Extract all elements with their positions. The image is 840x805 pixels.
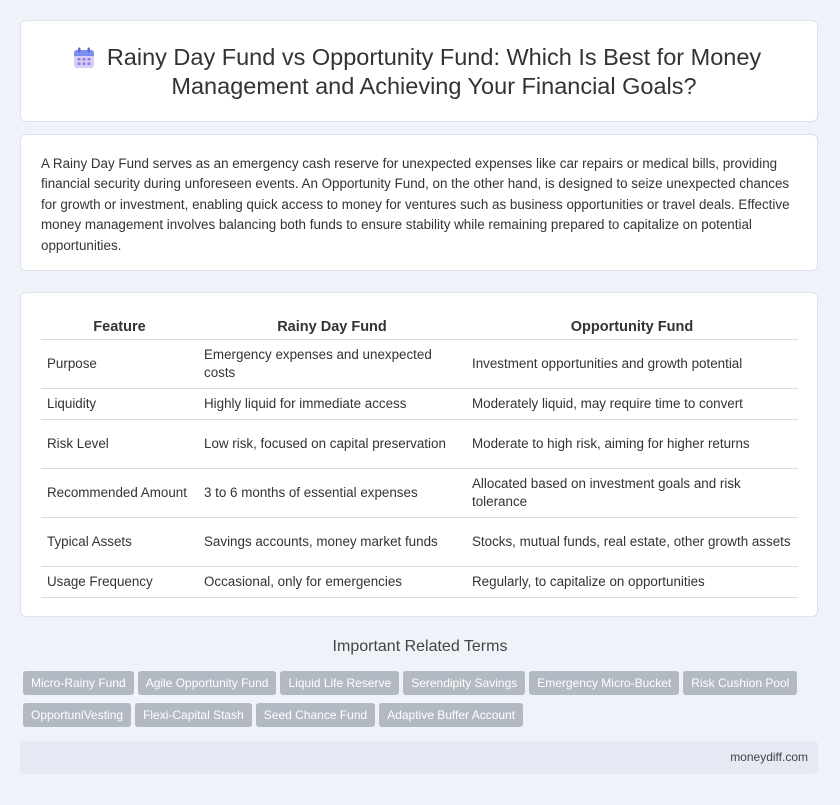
related-term-tag[interactable]: Serendipity Savings <box>403 671 525 695</box>
related-terms-list <box>23 671 823 735</box>
related-term-tag[interactable]: Flexi-Capital Stash <box>135 703 252 727</box>
related-term-tag[interactable]: Agile Opportunity Fund <box>138 671 277 695</box>
related-term-tag[interactable]: Liquid Life Reserve <box>280 671 399 695</box>
header-opportunity-fund: Opportunity Fund <box>466 315 798 340</box>
related-term-tag[interactable]: Seed Chance Fund <box>256 703 375 727</box>
title-card <box>20 20 818 122</box>
row-opportunity: Allocated based on investment goals and risk tolerance <box>466 469 798 518</box>
row-opportunity: Moderately liquid, may require time to convert <box>466 389 798 420</box>
comparison-table <box>41 315 798 598</box>
table-row <box>41 420 798 469</box>
table-row <box>41 469 798 518</box>
related-term-tag[interactable]: Risk Cushion Pool <box>683 671 797 695</box>
table-row <box>41 389 798 420</box>
header-rainy-day-fund: Rainy Day Fund <box>198 315 466 340</box>
table-row <box>41 567 798 598</box>
header-feature: Feature <box>41 315 198 340</box>
row-rainy: 3 to 6 months of essential expenses <box>198 469 466 518</box>
row-feature: Usage Frequency <box>41 567 198 598</box>
comparison-card <box>20 292 818 617</box>
page-title: Rainy Day Fund vs Opportunity Fund: Which Is Best for Money Management and Achieving Your Financial Goals? <box>106 44 762 99</box>
row-opportunity: Moderate to high risk, aiming for higher returns <box>466 420 798 469</box>
related-term-tag[interactable]: Micro-Rainy Fund <box>23 671 134 695</box>
related-terms-title: Important Related Terms <box>332 638 508 655</box>
row-feature: Liquidity <box>41 389 198 420</box>
related-term-tag[interactable]: Emergency Micro-Bucket <box>529 671 679 695</box>
related-term-tag[interactable]: OpportuniVesting <box>23 703 131 727</box>
row-rainy: Highly liquid for immediate access <box>198 389 466 420</box>
table-row <box>41 340 798 389</box>
row-rainy: Emergency expenses and unexpected costs <box>198 340 466 389</box>
table-row <box>41 518 798 567</box>
row-feature: Risk Level <box>41 420 198 469</box>
table-header-row <box>41 315 798 340</box>
row-opportunity: Regularly, to capitalize on opportunities <box>466 567 798 598</box>
row-opportunity: Investment opportunities and growth potential <box>466 340 798 389</box>
row-feature: Purpose <box>41 340 198 389</box>
row-feature: Recommended Amount <box>41 469 198 518</box>
row-rainy: Savings accounts, money market funds <box>198 518 466 567</box>
related-term-tag[interactable]: Adaptive Buffer Account <box>379 703 523 727</box>
intro-paragraph: A Rainy Day Fund serves as an emergency cash reserve for unexpected expenses like car repairs or medical bills, providing financial security during unforeseen events. An Opportunity Fund, on the other hand, is designed to seize unexpected chances for growth or investment, enabling quick access to money for ventures such as business opportunities or travel deals. Effective money management involves balancing both funds to ensure stability while remaining prepared to capitalize on potential opportunities. <box>41 156 790 253</box>
intro-card <box>20 134 818 271</box>
footer <box>20 741 818 774</box>
row-opportunity: Stocks, mutual funds, real estate, other growth assets <box>466 518 798 567</box>
row-feature: Typical Assets <box>41 518 198 567</box>
row-rainy: Occasional, only for emergencies <box>198 567 466 598</box>
footer-site-link[interactable]: moneydiff.com <box>730 750 808 764</box>
row-rainy: Low risk, focused on capital preservation <box>198 420 466 469</box>
